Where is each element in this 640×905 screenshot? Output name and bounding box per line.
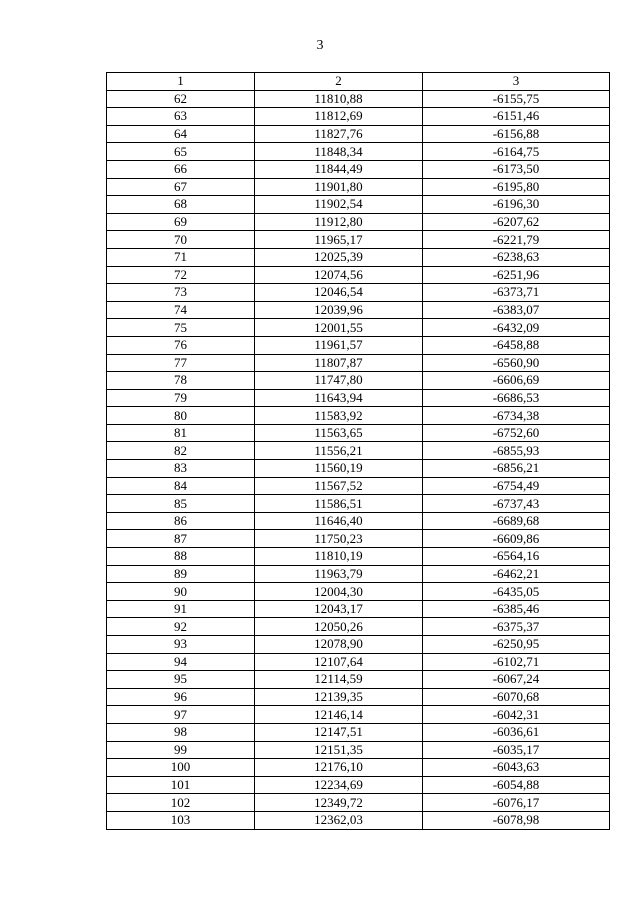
y-coordinate-cell: -6458,88 <box>423 336 610 354</box>
y-coordinate-cell: -6043,63 <box>423 759 610 777</box>
y-coordinate-cell: -6375,37 <box>423 618 610 636</box>
table-header <box>107 73 610 91</box>
point-number-cell: 92 <box>107 618 255 636</box>
point-number-cell: 84 <box>107 477 255 495</box>
y-coordinate-cell: -6164,75 <box>423 143 610 161</box>
y-coordinate-cell: -6432,09 <box>423 319 610 337</box>
x-coordinate-cell: 11750,23 <box>255 530 423 548</box>
point-number-cell: 91 <box>107 600 255 618</box>
x-coordinate-cell: 11812,69 <box>255 108 423 126</box>
point-number-cell: 72 <box>107 266 255 284</box>
table-row <box>107 530 610 548</box>
x-coordinate-cell: 12043,17 <box>255 600 423 618</box>
point-number-cell: 74 <box>107 301 255 319</box>
table-row <box>107 372 610 390</box>
point-number-cell: 94 <box>107 653 255 671</box>
y-coordinate-cell: -6102,71 <box>423 653 610 671</box>
table-row <box>107 389 610 407</box>
table-row <box>107 90 610 108</box>
table-row <box>107 248 610 266</box>
table-row <box>107 565 610 583</box>
y-coordinate-cell: -6564,16 <box>423 548 610 566</box>
y-coordinate-cell: -6076,17 <box>423 794 610 812</box>
point-number-cell: 67 <box>107 178 255 196</box>
x-coordinate-cell: 12039,96 <box>255 301 423 319</box>
table-row <box>107 460 610 478</box>
table-row <box>107 354 610 372</box>
point-number-cell: 78 <box>107 372 255 390</box>
y-coordinate-cell: -6221,79 <box>423 231 610 249</box>
x-coordinate-cell: 12074,56 <box>255 266 423 284</box>
x-coordinate-cell: 11807,87 <box>255 354 423 372</box>
table-row <box>107 600 610 618</box>
x-coordinate-cell: 12004,30 <box>255 583 423 601</box>
x-coordinate-cell: 12234,69 <box>255 776 423 794</box>
y-coordinate-cell: -6373,71 <box>423 284 610 302</box>
y-coordinate-cell: -6078,98 <box>423 811 610 829</box>
y-coordinate-cell: -6173,50 <box>423 160 610 178</box>
table-row <box>107 213 610 231</box>
y-coordinate-cell: -6435,05 <box>423 583 610 601</box>
x-coordinate-cell: 11646,40 <box>255 512 423 530</box>
point-number-cell: 81 <box>107 424 255 442</box>
y-coordinate-cell: -6156,88 <box>423 125 610 143</box>
y-coordinate-cell: -6734,38 <box>423 407 610 425</box>
x-coordinate-cell: 11747,80 <box>255 372 423 390</box>
point-number-cell: 89 <box>107 565 255 583</box>
table-row <box>107 688 610 706</box>
y-coordinate-cell: -6207,62 <box>423 213 610 231</box>
table-row <box>107 424 610 442</box>
x-coordinate-cell: 11560,19 <box>255 460 423 478</box>
point-number-cell: 87 <box>107 530 255 548</box>
x-coordinate-cell: 11567,52 <box>255 477 423 495</box>
table-row <box>107 776 610 794</box>
table-row <box>107 108 610 126</box>
x-coordinate-cell: 12025,39 <box>255 248 423 266</box>
x-coordinate-cell: 11586,51 <box>255 495 423 513</box>
table-row <box>107 548 610 566</box>
point-number-cell: 96 <box>107 688 255 706</box>
column-header-2: 2 <box>255 73 423 91</box>
x-coordinate-cell: 11963,79 <box>255 565 423 583</box>
column-header-3: 3 <box>423 73 610 91</box>
page-number: 3 <box>316 38 324 53</box>
y-coordinate-cell: -6195,80 <box>423 178 610 196</box>
y-coordinate-cell: -6609,86 <box>423 530 610 548</box>
point-number-cell: 90 <box>107 583 255 601</box>
table-row <box>107 653 610 671</box>
x-coordinate-cell: 12046,54 <box>255 284 423 302</box>
table-row <box>107 794 610 812</box>
x-coordinate-cell: 11556,21 <box>255 442 423 460</box>
y-coordinate-cell: -6385,46 <box>423 600 610 618</box>
x-coordinate-cell: 11961,57 <box>255 336 423 354</box>
y-coordinate-cell: -6070,68 <box>423 688 610 706</box>
point-number-cell: 95 <box>107 671 255 689</box>
point-number-cell: 83 <box>107 460 255 478</box>
x-coordinate-cell: 12146,14 <box>255 706 423 724</box>
point-number-cell: 79 <box>107 389 255 407</box>
coordinates-table <box>106 72 610 830</box>
table-row <box>107 495 610 513</box>
point-number-cell: 88 <box>107 548 255 566</box>
table-row <box>107 178 610 196</box>
point-number-cell: 65 <box>107 143 255 161</box>
y-coordinate-cell: -6560,90 <box>423 354 610 372</box>
point-number-cell: 75 <box>107 319 255 337</box>
x-coordinate-cell: 11810,88 <box>255 90 423 108</box>
point-number-cell: 99 <box>107 741 255 759</box>
header-row <box>107 73 610 91</box>
point-number-cell: 76 <box>107 336 255 354</box>
y-coordinate-cell: -6856,21 <box>423 460 610 478</box>
y-coordinate-cell: -6737,43 <box>423 495 610 513</box>
y-coordinate-cell: -6151,46 <box>423 108 610 126</box>
point-number-cell: 103 <box>107 811 255 829</box>
x-coordinate-cell: 11965,17 <box>255 231 423 249</box>
table-row <box>107 336 610 354</box>
table-row <box>107 477 610 495</box>
table-row <box>107 706 610 724</box>
point-number-cell: 63 <box>107 108 255 126</box>
point-number-cell: 100 <box>107 759 255 777</box>
x-coordinate-cell: 11563,65 <box>255 424 423 442</box>
table-row <box>107 319 610 337</box>
x-coordinate-cell: 12001,55 <box>255 319 423 337</box>
point-number-cell: 98 <box>107 723 255 741</box>
point-number-cell: 71 <box>107 248 255 266</box>
table-row <box>107 442 610 460</box>
column-header-1: 1 <box>107 73 255 91</box>
table-row <box>107 160 610 178</box>
y-coordinate-cell: -6035,17 <box>423 741 610 759</box>
x-coordinate-cell: 12147,51 <box>255 723 423 741</box>
y-coordinate-cell: -6042,31 <box>423 706 610 724</box>
y-coordinate-cell: -6462,21 <box>423 565 610 583</box>
point-number-cell: 101 <box>107 776 255 794</box>
table-row <box>107 583 610 601</box>
y-coordinate-cell: -6036,61 <box>423 723 610 741</box>
y-coordinate-cell: -6251,96 <box>423 266 610 284</box>
x-coordinate-cell: 12114,59 <box>255 671 423 689</box>
y-coordinate-cell: -6196,30 <box>423 196 610 214</box>
y-coordinate-cell: -6250,95 <box>423 636 610 654</box>
point-number-cell: 102 <box>107 794 255 812</box>
point-number-cell: 68 <box>107 196 255 214</box>
x-coordinate-cell: 11912,80 <box>255 213 423 231</box>
point-number-cell: 93 <box>107 636 255 654</box>
y-coordinate-cell: -6155,75 <box>423 90 610 108</box>
table-row <box>107 636 610 654</box>
x-coordinate-cell: 11810,19 <box>255 548 423 566</box>
y-coordinate-cell: -6689,68 <box>423 512 610 530</box>
point-number-cell: 62 <box>107 90 255 108</box>
point-number-cell: 77 <box>107 354 255 372</box>
y-coordinate-cell: -6238,63 <box>423 248 610 266</box>
table-row <box>107 512 610 530</box>
table-row <box>107 723 610 741</box>
x-coordinate-cell: 11902,54 <box>255 196 423 214</box>
x-coordinate-cell: 11901,80 <box>255 178 423 196</box>
table-row <box>107 284 610 302</box>
x-coordinate-cell: 12151,35 <box>255 741 423 759</box>
table-row <box>107 143 610 161</box>
point-number-cell: 70 <box>107 231 255 249</box>
table-row <box>107 741 610 759</box>
table-row <box>107 301 610 319</box>
x-coordinate-cell: 12349,72 <box>255 794 423 812</box>
table-row <box>107 407 610 425</box>
table-row <box>107 811 610 829</box>
table-row <box>107 759 610 777</box>
x-coordinate-cell: 12139,35 <box>255 688 423 706</box>
x-coordinate-cell: 11848,34 <box>255 143 423 161</box>
x-coordinate-cell: 11827,76 <box>255 125 423 143</box>
table-row <box>107 231 610 249</box>
point-number-cell: 69 <box>107 213 255 231</box>
x-coordinate-cell: 11643,94 <box>255 389 423 407</box>
x-coordinate-cell: 12107,64 <box>255 653 423 671</box>
table-row <box>107 266 610 284</box>
point-number-cell: 85 <box>107 495 255 513</box>
point-number-cell: 66 <box>107 160 255 178</box>
point-number-cell: 73 <box>107 284 255 302</box>
y-coordinate-cell: -6855,93 <box>423 442 610 460</box>
y-coordinate-cell: -6752,60 <box>423 424 610 442</box>
point-number-cell: 97 <box>107 706 255 724</box>
table-row <box>107 196 610 214</box>
point-number-cell: 82 <box>107 442 255 460</box>
point-number-cell: 64 <box>107 125 255 143</box>
y-coordinate-cell: -6383,07 <box>423 301 610 319</box>
x-coordinate-cell: 12050,26 <box>255 618 423 636</box>
x-coordinate-cell: 11583,92 <box>255 407 423 425</box>
point-number-cell: 86 <box>107 512 255 530</box>
y-coordinate-cell: -6054,88 <box>423 776 610 794</box>
x-coordinate-cell: 11844,49 <box>255 160 423 178</box>
point-number-cell: 80 <box>107 407 255 425</box>
table-row <box>107 125 610 143</box>
table-row <box>107 671 610 689</box>
y-coordinate-cell: -6606,69 <box>423 372 610 390</box>
x-coordinate-cell: 12078,90 <box>255 636 423 654</box>
y-coordinate-cell: -6686,53 <box>423 389 610 407</box>
y-coordinate-cell: -6754,49 <box>423 477 610 495</box>
table-row <box>107 618 610 636</box>
x-coordinate-cell: 12176,10 <box>255 759 423 777</box>
table-body <box>107 90 610 829</box>
y-coordinate-cell: -6067,24 <box>423 671 610 689</box>
x-coordinate-cell: 12362,03 <box>255 811 423 829</box>
